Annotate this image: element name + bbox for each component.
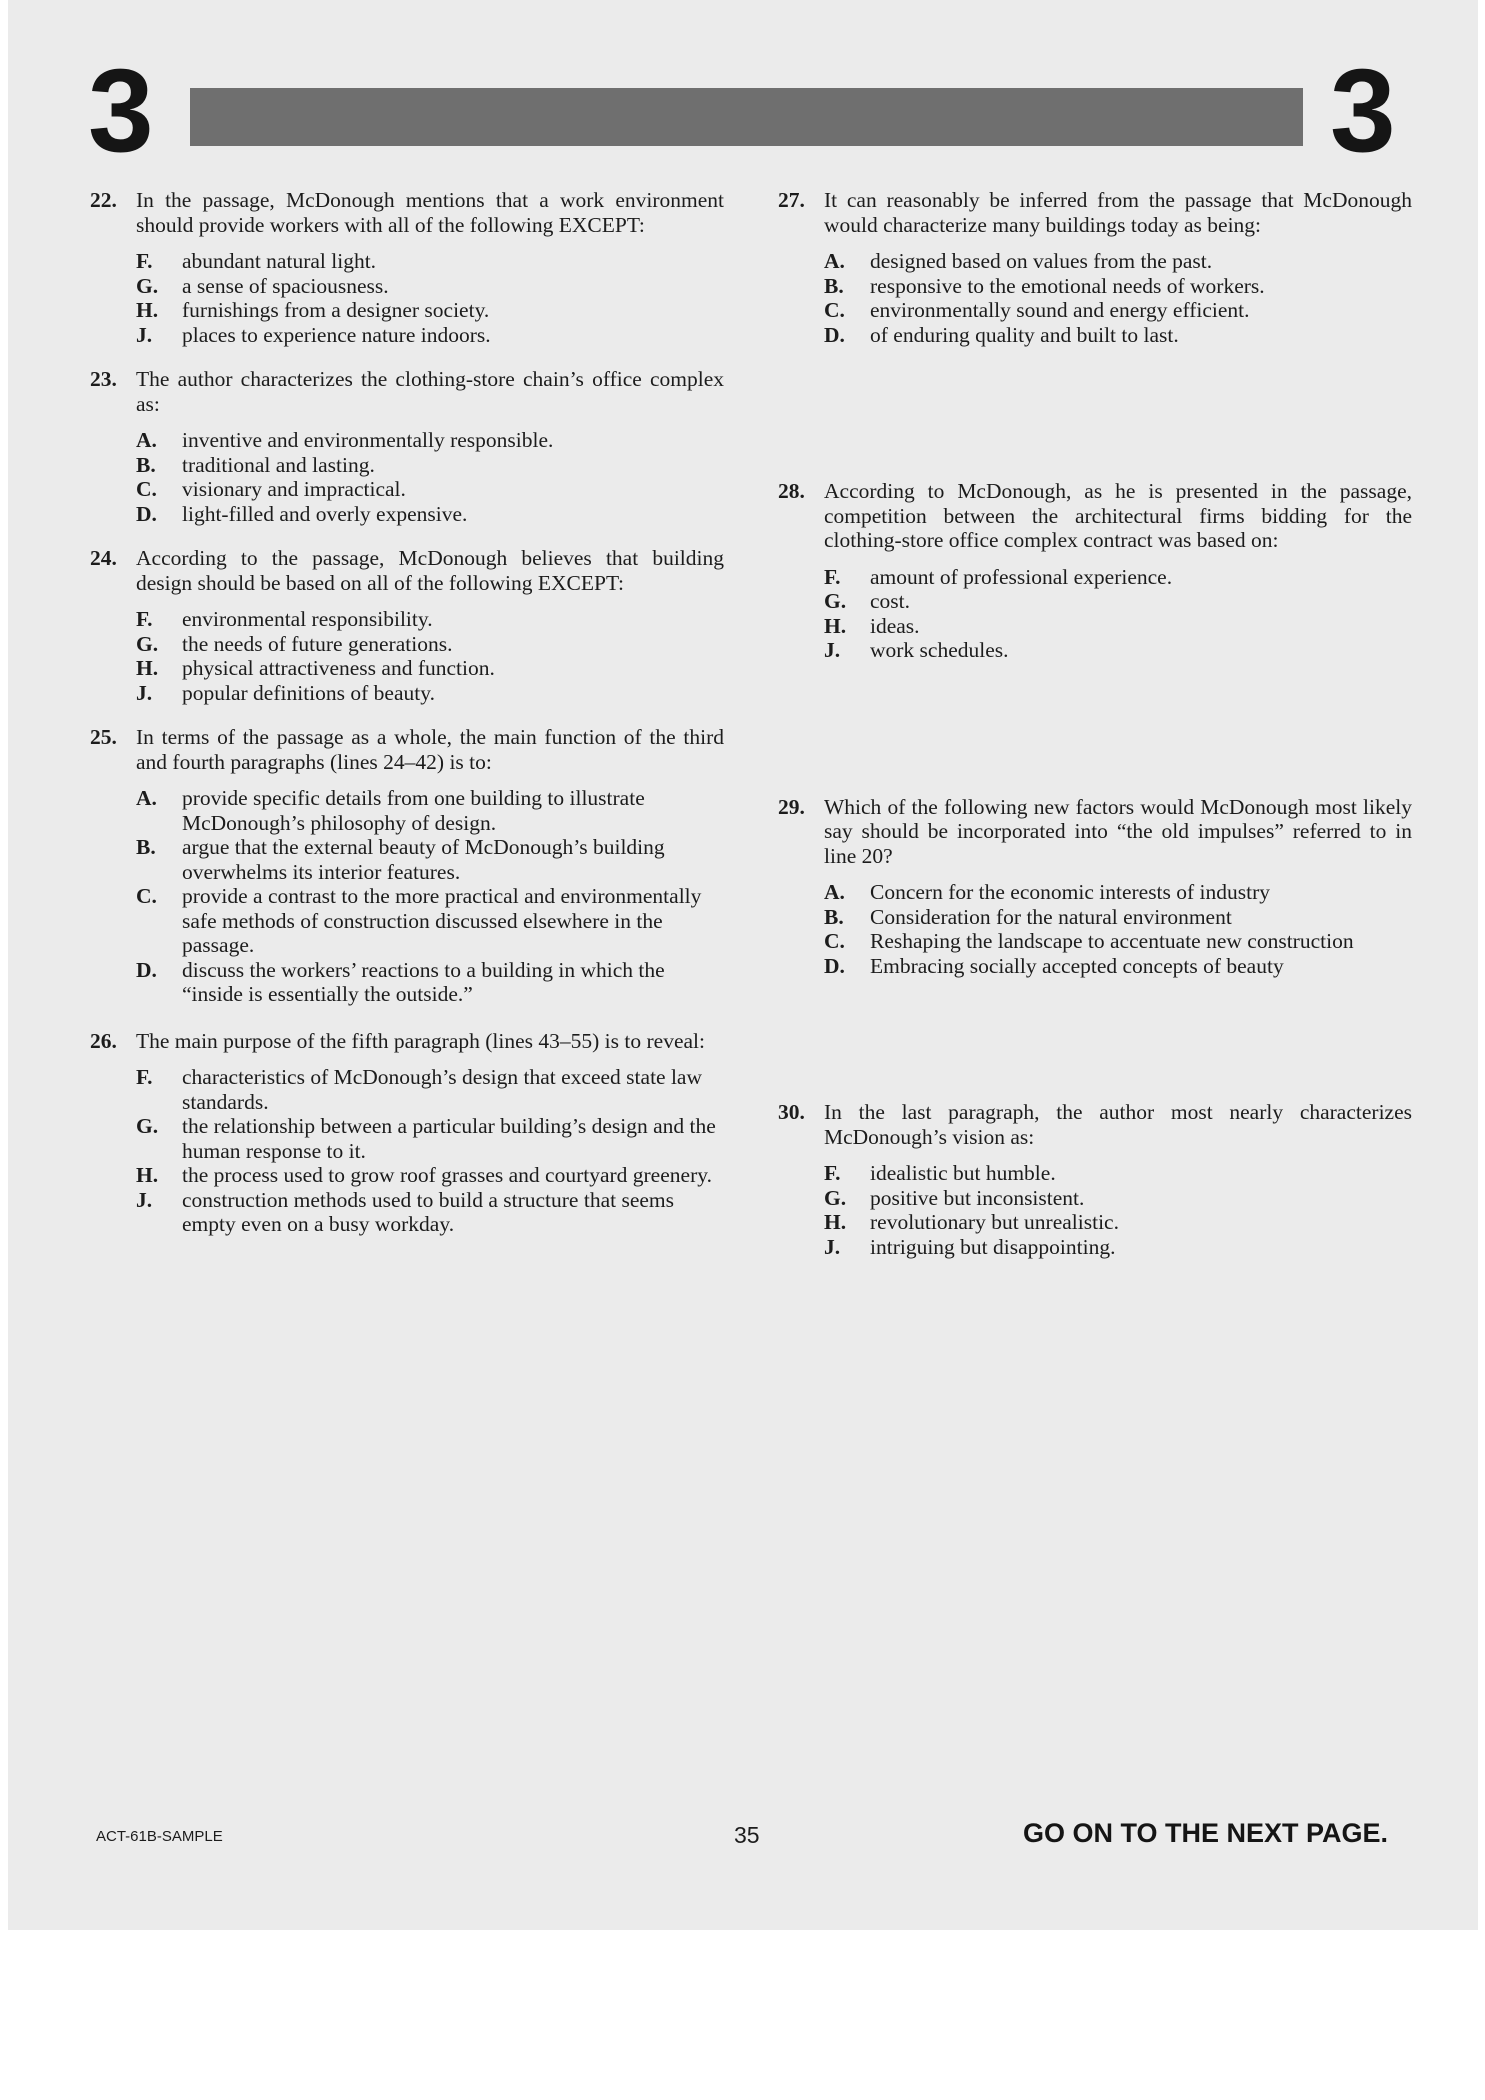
answer-option[interactable] [824,954,1412,979]
option-letter: F. [824,1161,841,1185]
question-stem: According to the passage, McDonough believes that building design should be based on all of the following EXCEPT: [136,546,724,595]
option-text: Consideration for the natural environment [870,904,1232,929]
answer-option[interactable] [824,323,1412,348]
answer-options [136,786,724,1007]
question-number: 24. [90,546,117,570]
question-28 [778,479,1412,663]
option-letter: G. [136,631,159,656]
option-letter: F. [136,607,153,631]
answer-options [136,249,724,347]
answer-option[interactable] [136,632,724,657]
answer-option[interactable] [136,428,724,453]
option-letter: F. [136,249,153,273]
option-text: light-filled and overly expensive. [182,501,468,526]
option-text: work schedules. [870,638,1009,662]
option-text: Concern for the economic interests of industry [870,880,1271,904]
answer-option[interactable] [136,249,724,274]
question-23 [90,367,724,526]
answer-options [136,1065,724,1237]
answer-option[interactable] [136,477,724,502]
option-letter: H. [136,298,159,322]
option-letter: F. [136,1065,153,1089]
question-25 [90,725,724,1007]
option-text: popular definitions of beauty. [182,680,435,705]
question-stem: Which of the following new factors would McDonough most likely say should be incorporated into “the old impulses” referred to in line 20? [824,794,1412,868]
option-letter: H. [136,1163,159,1187]
section-header-bar [190,88,1303,146]
option-text: places to experience nature indoors. [182,322,491,347]
option-letter: J. [824,1234,841,1259]
answer-option[interactable] [824,1161,1412,1186]
answer-option[interactable] [824,929,1412,954]
option-text: Embracing socially accepted concepts of beauty [870,953,1284,978]
option-letter: G. [136,1114,159,1138]
option-letter: C. [136,884,157,908]
answer-options [136,607,724,705]
option-letter: D. [136,501,157,526]
option-letter: G. [824,1185,847,1210]
option-letter: B. [136,835,156,859]
answer-option[interactable] [136,1114,724,1163]
option-text: the needs of future generations. [182,631,453,656]
question-24 [90,546,724,705]
answer-options [136,428,724,526]
question-number: 27. [778,188,805,212]
answer-option[interactable] [136,1188,724,1237]
option-letter: J. [136,322,153,347]
option-letter: J. [136,680,153,705]
option-letter: C. [824,929,845,953]
option-letter: D. [824,322,845,347]
option-letter: J. [824,638,841,662]
option-text: revolutionary but unrealistic. [870,1210,1119,1234]
option-letter: D. [136,957,157,982]
answer-option[interactable] [824,589,1412,614]
option-letter: B. [824,904,844,929]
page-number: 35 [734,1822,760,1848]
option-text: discuss the workers’ reactions to a building in which the “inside is essentially the outside.” [182,957,665,1006]
answer-options [824,1161,1412,1259]
question-number: 28. [778,479,805,503]
option-text: visionary and impractical. [182,477,406,501]
option-text: responsive to the emotional needs of workers. [870,273,1265,298]
option-text: designed based on values from the past. [870,249,1213,273]
question-stem: According to McDonough, as he is presented in the passage, competition between the architectural firms bidding for the clothing-store office complex contract was based on: [824,479,1412,552]
option-text: environmentally sound and energy efficient. [870,298,1250,322]
answer-option[interactable] [136,884,724,958]
section-number-right: 3 [1330,45,1396,177]
option-letter: A. [824,249,845,273]
option-text: provide specific details from one building to illustrate McDonough’s philosophy of design. [182,786,645,835]
question-stem: In the last paragraph, the author most nearly characterizes McDonough’s vision as: [824,1100,1412,1149]
question-27 [778,188,1412,347]
option-text: the relationship between a particular building’s design and the human response to it. [182,1114,716,1163]
question-number: 29. [778,794,805,819]
option-text: amount of professional experience. [870,564,1173,589]
option-letter: G. [824,589,847,613]
answer-options [824,880,1412,978]
option-letter: H. [136,656,159,680]
answer-option[interactable] [824,638,1412,663]
option-text: physical attractiveness and function. [182,656,495,680]
question-stem: In terms of the passage as a whole, the main function of the third and fourth paragraphs (lines 24–42) is to: [136,725,724,774]
answer-option[interactable] [136,786,724,835]
answer-option[interactable] [824,249,1412,274]
option-letter: F. [824,564,841,589]
go-on-notice: GO ON TO THE NEXT PAGE. [1022,1818,1388,1848]
option-letter: C. [136,477,157,501]
answer-options [824,565,1412,663]
option-letter: A. [136,428,157,452]
answer-option[interactable] [136,835,724,884]
option-text: Reshaping the landscape to accentuate new construction [870,929,1354,953]
left-column [90,188,724,1257]
answer-option[interactable] [824,1235,1412,1260]
answer-option[interactable] [136,323,724,348]
option-letter: B. [824,273,844,298]
option-letter: H. [824,613,847,638]
option-text: positive but inconsistent. [870,1185,1085,1210]
question-number: 22. [90,188,117,212]
answer-option[interactable] [136,607,724,632]
option-text: idealistic but humble. [870,1161,1056,1185]
question-number: 25. [90,725,117,749]
option-text: construction methods used to build a structure that seems empty even on a busy workday. [182,1187,675,1236]
answer-option[interactable] [136,681,724,706]
question-stem: The main purpose of the fifth paragraph (lines 43–55) is to reveal: [136,1028,705,1053]
answer-option[interactable] [136,274,724,299]
option-text: abundant natural light. [182,249,377,273]
option-letter: A. [824,880,845,904]
option-text: the process used to grow roof grasses and courtyard greenery. [182,1163,712,1187]
question-22 [90,188,724,347]
option-letter: C. [824,298,845,322]
question-29 [778,795,1412,979]
option-text: provide a contrast to the more practical and environmentally safe methods of construction discussed elsewhere in the passage. [182,884,702,957]
answer-option[interactable] [824,1186,1412,1211]
option-letter: A. [136,786,157,810]
question-number: 30. [778,1100,805,1124]
option-letter: G. [136,273,159,298]
question-stem: It can reasonably be inferred from the passage that McDonough would characterize many buildings today as being: [824,188,1412,237]
option-text: characteristics of McDonough’s design that exceed state law standards. [182,1065,702,1114]
option-text: traditional and lasting. [182,452,375,477]
answer-option[interactable] [136,1163,724,1188]
option-letter: B. [136,452,156,477]
option-text: ideas. [870,613,920,638]
option-text: environmental responsibility. [182,607,433,631]
question-30 [778,1100,1412,1259]
option-text: cost. [870,589,911,613]
answer-option[interactable] [824,614,1412,639]
answer-option[interactable] [136,656,724,681]
answer-option[interactable] [824,880,1412,905]
answer-option[interactable] [136,958,724,1007]
option-text: intriguing but disappointing. [870,1234,1116,1259]
answer-option[interactable] [136,502,724,527]
question-stem: The author characterizes the clothing-store chain’s office complex as: [136,367,724,416]
question-stem: In the passage, McDonough mentions that a work environment should provide workers with all of the following EXCEPT: [136,188,724,237]
answer-option[interactable] [824,274,1412,299]
answer-options [824,249,1412,347]
answer-option[interactable] [824,565,1412,590]
question-number: 23. [90,367,117,391]
right-column [778,188,1412,1259]
section-number-left: 3 [88,45,154,177]
answer-option[interactable] [824,905,1412,930]
answer-option[interactable] [136,1065,724,1114]
answer-option[interactable] [824,298,1412,323]
answer-option[interactable] [136,453,724,478]
answer-option[interactable] [824,1210,1412,1235]
option-letter: H. [824,1210,847,1234]
option-text: inventive and environmentally responsible. [182,428,554,452]
option-text: of enduring quality and built to last. [870,322,1179,347]
exam-page [8,0,1478,1930]
question-number: 26. [90,1028,117,1053]
answer-option[interactable] [136,298,724,323]
form-code: ACT-61B-SAMPLE [96,1828,223,1845]
option-letter: D. [824,953,845,978]
option-text: furnishings from a designer society. [182,298,490,322]
option-text: a sense of spaciousness. [182,273,389,298]
option-letter: J. [136,1187,153,1212]
option-text: argue that the external beauty of McDonough’s building overwhelms its interior features. [182,835,665,884]
question-26 [90,1029,724,1237]
